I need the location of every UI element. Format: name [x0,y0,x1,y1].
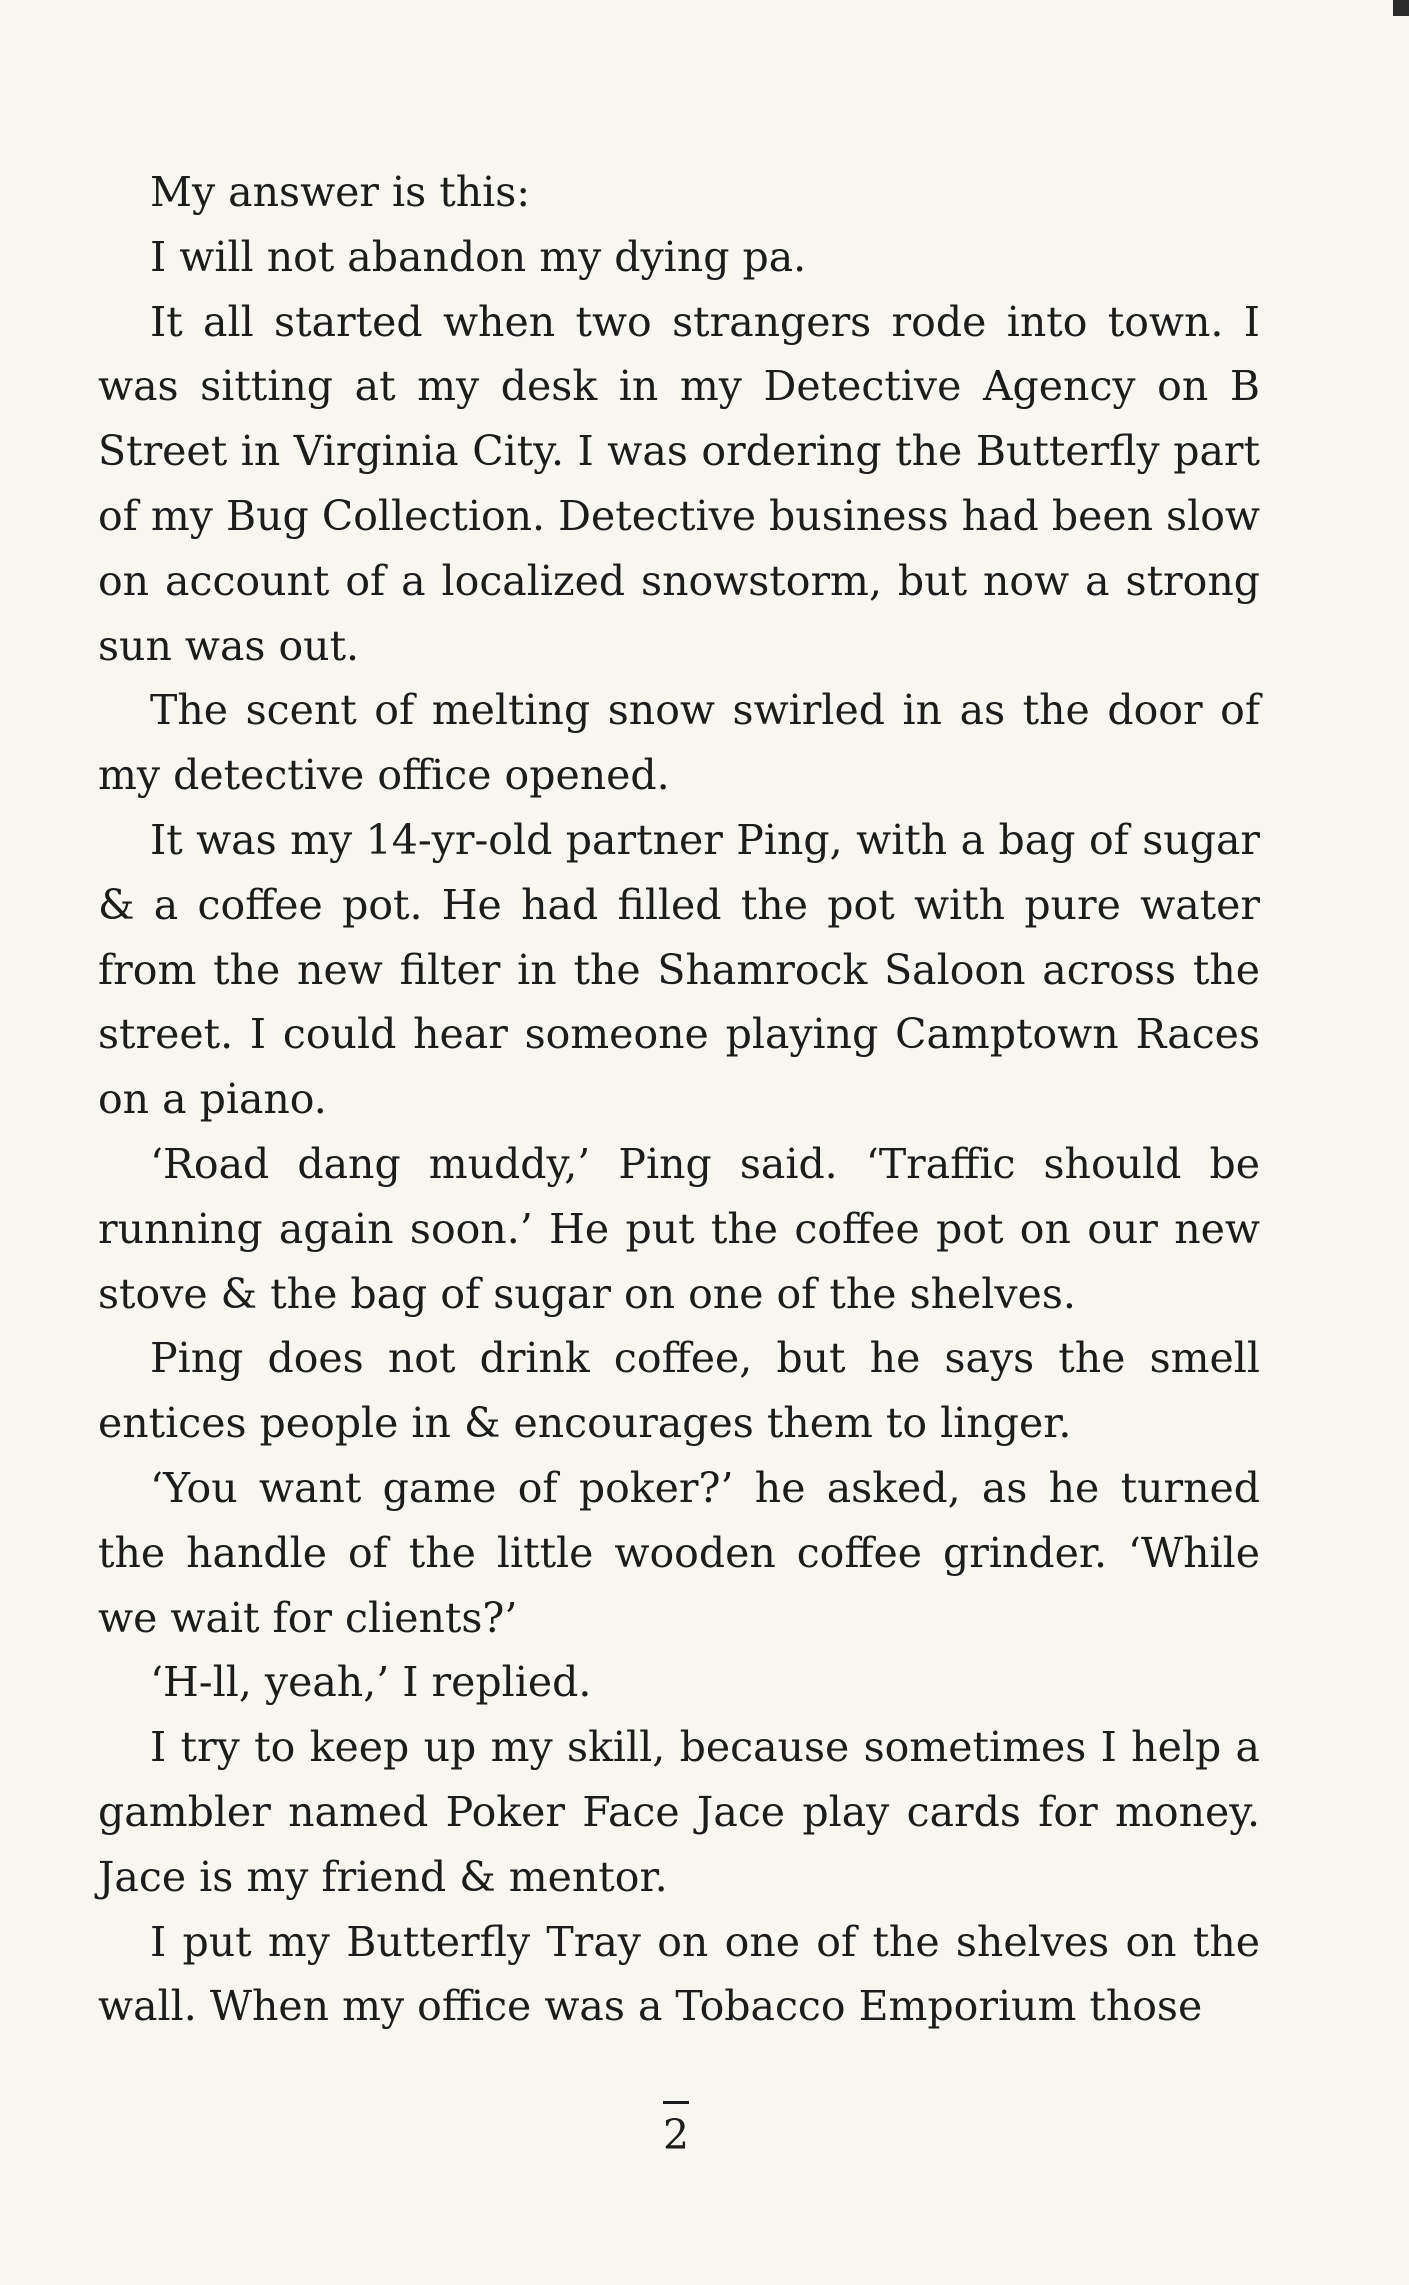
body-text [98,160,1260,2039]
paragraph: It was my 14-yr-old partner Ping, with a bag of sugar & a coffee pot. He had filled the pot with pure water from the new filter in the Shamrock Saloon across the street. I could hear someone playing Camptown Races on a piano. [98,815,1260,1124]
paragraph: ‘H-ll, yeah,’ I replied. [150,1658,592,1707]
paragraph: It all started when two strangers rode into town. I was sitting at my desk in my Detective Agency on B Street in Virginia City. I was ordering the Butterfly part of my Bug Collection. Detective business had been slow on account of a localized snowstorm, but now a strong sun was out. [98,297,1260,670]
paragraph: I put my Butterfly Tray on one of the shelves on the wall. When my office was a Tobacco Emporium those [98,1917,1260,2031]
page-number: 2 [662,2111,690,2159]
paragraph: ‘Road dang muddy,’ Ping said. ‘Traffic should be running again soon.’ He put the coffee pot on our new stove & the bag of sugar on one of the shelves. [98,1139,1260,1318]
paragraph: I try to keep up my skill, because sometimes I help a gambler named Poker Face Jace play cards for money. Jace is my friend & mentor. [98,1723,1260,1901]
paragraph: The scent of melting snow swirled in as the door of my detective office opened. [98,686,1260,800]
paragraph: Ping does not drink coffee, but he says the smell entices people in & encourages them to linger. [98,1334,1260,1448]
page-edge-mark [1393,0,1409,16]
paragraph: I will not abandon my dying pa. [150,232,807,281]
paragraph: My answer is this: [150,168,531,216]
paragraph: ‘You want game of poker?’ he asked, as he turned the handle of the little wooden coffee grinder. ‘While we wait for clients?’ [98,1463,1260,1642]
page-number-rule [663,2101,689,2104]
